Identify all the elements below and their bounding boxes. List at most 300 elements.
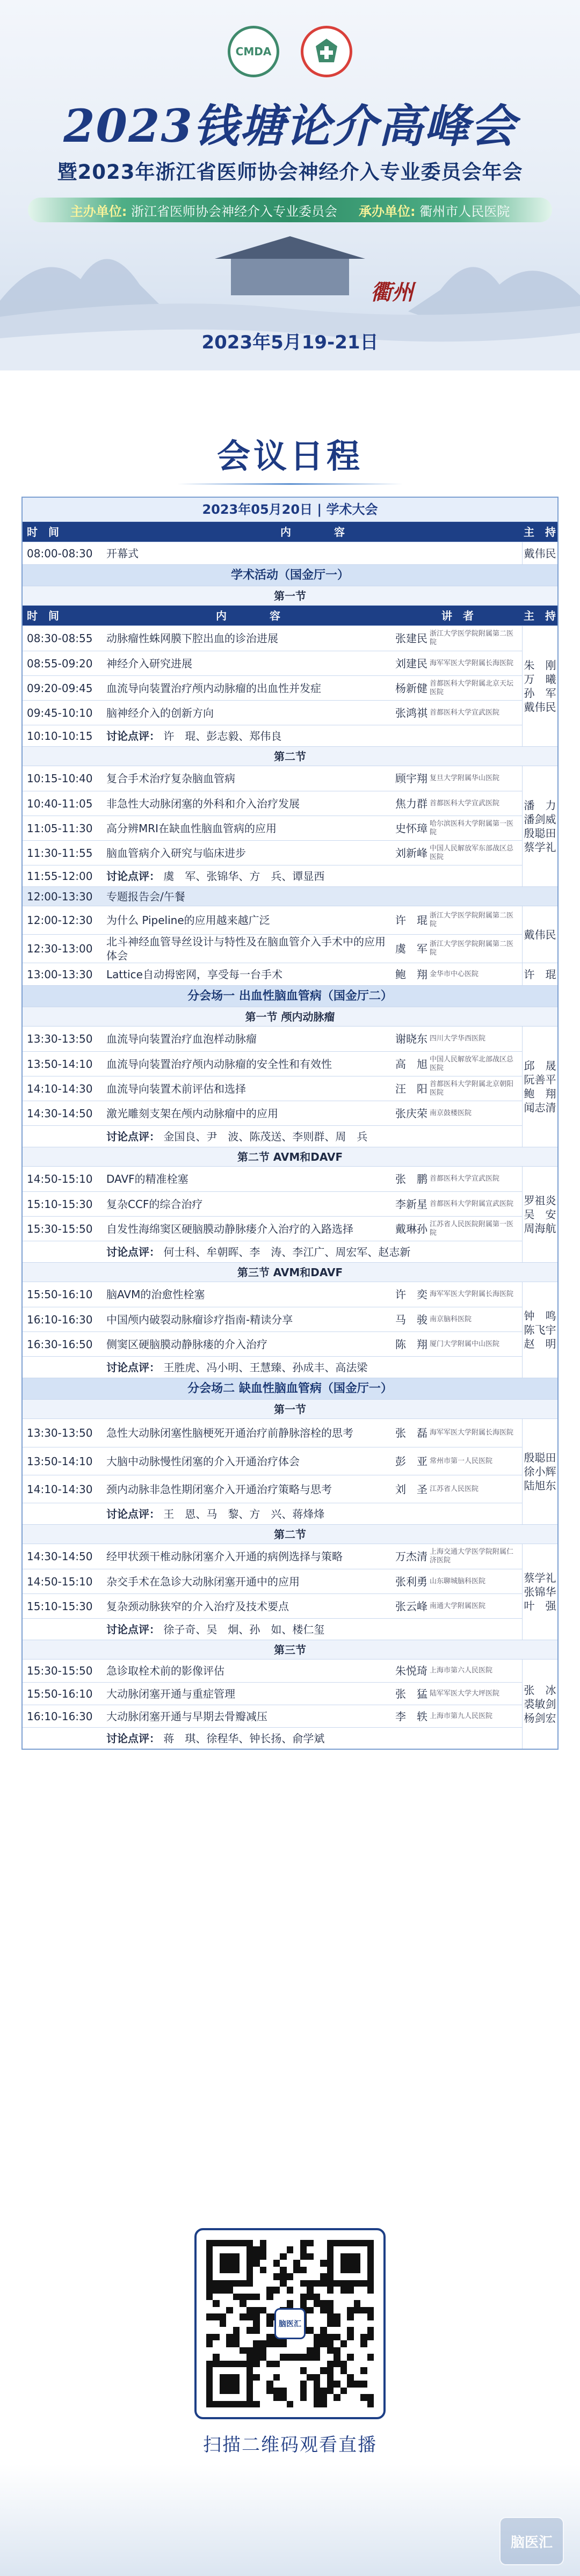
- speaker-name: 刘新峰: [395, 846, 427, 860]
- qr-module: [327, 2313, 334, 2320]
- qr-module: [220, 2313, 226, 2320]
- qr-module: [300, 2280, 307, 2287]
- qr-module: [340, 2267, 347, 2273]
- qr-module: [314, 2253, 320, 2260]
- qr-module: [307, 2367, 313, 2374]
- qr-module: [240, 2334, 246, 2340]
- table-row: [23, 1447, 522, 1475]
- qr-module: [360, 2294, 367, 2300]
- watermark-logo: 脑医汇: [499, 2517, 564, 2565]
- qr-module: [233, 2334, 240, 2340]
- qr-module: [280, 2394, 286, 2400]
- qr-module: [334, 2388, 340, 2394]
- qr-module: [354, 2320, 360, 2327]
- qr-module: [213, 2307, 219, 2313]
- qr-module: [340, 2388, 347, 2394]
- qr-module: [334, 2280, 340, 2287]
- qr-module: [220, 2367, 226, 2374]
- qr-module: [334, 2340, 340, 2347]
- qr-module: [354, 2280, 360, 2287]
- qr-module: [266, 2327, 273, 2333]
- qr-module: [340, 2354, 347, 2360]
- event-title-cursive: 2023钱塘论介高峰会: [63, 99, 517, 152]
- row-time: 08:00-08:30: [27, 547, 93, 560]
- qr-module: [354, 2294, 360, 2300]
- qr-module: [360, 2388, 367, 2394]
- qr-module: [327, 2388, 334, 2394]
- qr-module: [300, 2361, 307, 2367]
- speaker-institution: 上海市第九人民医院: [430, 1712, 493, 1720]
- qr-module: [220, 2267, 226, 2273]
- qr-module: [300, 2267, 307, 2273]
- qr-module: [226, 2401, 233, 2407]
- qr-module: [220, 2381, 226, 2387]
- row-topic: 非急性大动脉闭塞的外科和介入治疗发展: [106, 797, 300, 810]
- qr-module: [226, 2347, 233, 2354]
- qr-module: [220, 2260, 226, 2266]
- speaker-institution: 南通大学附属医院: [430, 1602, 486, 1610]
- qr-module: [247, 2327, 253, 2333]
- qr-module: [340, 2300, 347, 2306]
- table-row: [23, 700, 522, 725]
- qr-module: [287, 2280, 293, 2287]
- qr-module: [253, 2367, 259, 2374]
- qr-module: [347, 2273, 353, 2280]
- qr-module: [360, 2334, 367, 2340]
- qr-module: [266, 2334, 273, 2340]
- qr-module: [293, 2246, 300, 2253]
- table-row: [23, 1167, 522, 1191]
- qr-module: [327, 2267, 334, 2273]
- qr-module: [354, 2367, 360, 2374]
- qr-module: [327, 2334, 334, 2340]
- qr-module: [273, 2267, 280, 2273]
- qr-module: [367, 2340, 374, 2347]
- row-topic: 神经介入研究进展: [106, 657, 192, 670]
- qr-module: [307, 2307, 313, 2313]
- qr-module: [340, 2367, 347, 2374]
- qr-module: [247, 2240, 253, 2246]
- row-time: 11:05-11:30: [27, 821, 93, 835]
- qr-module: [233, 2367, 240, 2374]
- qr-module: [327, 2246, 334, 2253]
- speaker-institution: 常州市第一人民医院: [430, 1457, 493, 1465]
- qr-module: [347, 2388, 353, 2394]
- qr-module: [233, 2354, 240, 2360]
- qr-module: [293, 2374, 300, 2381]
- speaker-name: 张 猛: [395, 1687, 427, 1700]
- speaker-institution: 江苏省人民医院附属第一医院: [430, 1220, 514, 1237]
- qr-module: [247, 2307, 253, 2313]
- qr-module: [280, 2367, 286, 2374]
- qr-module: [293, 2361, 300, 2367]
- qr-module: [287, 2361, 293, 2367]
- row-time: 10:40-11:05: [27, 797, 93, 810]
- speaker-name: 许 琨: [395, 914, 427, 927]
- row-time: 15:30-15:50: [27, 1664, 93, 1677]
- qr-module: [320, 2287, 327, 2293]
- qr-module: [220, 2388, 226, 2394]
- qr-module: [206, 2267, 213, 2273]
- row-topic: 复杂CCF的综合治疗: [106, 1197, 203, 1211]
- discussion-row: [23, 725, 522, 746]
- qr-module: [320, 2394, 327, 2400]
- table-row: [23, 906, 522, 934]
- session-hosts: 张 冰 裘敏剑 杨剑宏: [522, 1660, 557, 1749]
- qr-module: [220, 2401, 226, 2407]
- speaker-name: 高 旭: [395, 1057, 427, 1071]
- session-title: 第一节: [23, 1399, 557, 1418]
- qr-module: [314, 2334, 320, 2340]
- day-header: 2023年05月20日 | 学术大会: [23, 498, 557, 521]
- qr-module: [253, 2280, 259, 2287]
- discussion-names: 讨论点评： 王 恩、马 黎、方 兴、蒋烽烽: [106, 1507, 325, 1520]
- qr-module: [360, 2354, 367, 2360]
- qr-module: [367, 2388, 374, 2394]
- speaker-institution: 浙江大学医学院附属第二医院: [430, 912, 514, 928]
- qr-center-logo: 脑医汇: [274, 2308, 306, 2339]
- col-topic: 内 容: [280, 525, 345, 539]
- qr-module: [314, 2381, 320, 2387]
- row-time: 14:10-14:30: [27, 1082, 93, 1095]
- session-group: [23, 1659, 557, 1749]
- qr-module: [367, 2267, 374, 2273]
- qr-module: [347, 2361, 353, 2367]
- qr-module: [320, 2334, 327, 2340]
- row-topic: 急诊取栓术前的影像评估: [106, 1664, 224, 1677]
- row-time: 15:30-15:50: [27, 1222, 93, 1235]
- qr-module: [367, 2273, 374, 2280]
- qr-module: [220, 2320, 226, 2327]
- qr-module: [260, 2320, 266, 2327]
- qr-module: [334, 2287, 340, 2293]
- table-row: [23, 1682, 522, 1705]
- qr-module: [266, 2347, 273, 2354]
- qr-module: [247, 2253, 253, 2260]
- row-topic: 杂交手术在急诊大动脉闭塞开通中的应用: [106, 1575, 300, 1588]
- qr-module: [280, 2260, 286, 2266]
- qr-module: [354, 2313, 360, 2320]
- table-row: [23, 1660, 522, 1682]
- table-row: [23, 1544, 522, 1569]
- qr-module: [320, 2273, 327, 2280]
- speaker-name: 虞 军: [395, 942, 427, 955]
- qr-module: [300, 2294, 307, 2300]
- qr-module: [260, 2401, 266, 2407]
- row-topic: 血流导向装置术前评估和选择: [106, 1082, 246, 1095]
- row-time: 10:15-10:40: [27, 772, 93, 785]
- qr-module: [314, 2294, 320, 2300]
- qr-module: [266, 2273, 273, 2280]
- qr-module: [367, 2394, 374, 2400]
- speaker-name: 顾宇翔: [395, 772, 427, 785]
- qr-module: [273, 2273, 280, 2280]
- qr-module: [260, 2394, 266, 2400]
- qr-module: [280, 2361, 286, 2367]
- qr-module: [360, 2300, 367, 2306]
- qr-module: [347, 2313, 353, 2320]
- row-topic: 动脉瘤性蛛网膜下腔出血的诊治进展: [106, 632, 278, 645]
- qr-module: [360, 2287, 367, 2293]
- qr-module: [206, 2381, 213, 2387]
- qr-module: [260, 2280, 266, 2287]
- qr-module: [327, 2280, 334, 2287]
- session-hosts: 蔡学礼 张锦华 叶 强: [522, 1544, 557, 1640]
- qr-module: [273, 2287, 280, 2293]
- row-speaker: [393, 1307, 522, 1331]
- speaker-institution: 浙江大学医学院附属第二医院: [430, 630, 514, 646]
- table-row: [23, 1593, 522, 1618]
- qr-module: [287, 2300, 293, 2306]
- qr-module: [220, 2361, 226, 2367]
- qr-module: [233, 2253, 240, 2260]
- qr-module: [266, 2313, 273, 2320]
- qr-module: [233, 2240, 240, 2246]
- qr-module: [226, 2388, 233, 2394]
- qr-module: [334, 2401, 340, 2407]
- speaker-institution: 浙江大学医学院附属第二医院: [430, 940, 514, 957]
- qr-module: [347, 2300, 353, 2306]
- table-row: [23, 816, 522, 840]
- table-row: [23, 766, 522, 791]
- qr-module: [287, 2287, 293, 2293]
- qr-module: [354, 2307, 360, 2313]
- qr-module: [266, 2280, 273, 2287]
- qr-module: [360, 2320, 367, 2327]
- qr-module: [253, 2294, 259, 2300]
- noon-row: [23, 886, 557, 906]
- qr-module: [280, 2253, 286, 2260]
- row-speaker: [393, 1447, 522, 1475]
- session-title: 第二节 AVM和DAVF: [23, 1147, 557, 1166]
- qr-module: [206, 2294, 213, 2300]
- qr-module: [240, 2374, 246, 2381]
- qr-module: [226, 2327, 233, 2333]
- qr-module: [367, 2294, 374, 2300]
- speaker-institution: 南京脑科医院: [430, 1315, 472, 1323]
- qr-module: [247, 2246, 253, 2253]
- qr-module: [320, 2367, 327, 2374]
- row-time: 11:55-12:00: [27, 869, 93, 883]
- row-topic: 大动脉闭塞开通与重症管理: [106, 1687, 235, 1700]
- qr-module: [266, 2253, 273, 2260]
- row-topic: Lattice自动拇密网，享受每一台手术: [106, 967, 282, 981]
- row-time: 15:10-15:30: [27, 1197, 93, 1211]
- qr-module: [307, 2340, 313, 2347]
- qr-module: [293, 2300, 300, 2306]
- qr-module: [367, 2253, 374, 2260]
- row-speaker: [393, 1660, 522, 1682]
- qr-module: [233, 2294, 240, 2300]
- speaker-name: 张鸿祺: [395, 706, 427, 719]
- qr-module: [307, 2253, 313, 2260]
- row-topic: 为什么 Pipeline的应用越来越广泛: [106, 914, 270, 927]
- qr-module: [226, 2394, 233, 2400]
- qr-module: [266, 2240, 273, 2246]
- qr-module: [266, 2260, 273, 2266]
- qr-module: [360, 2246, 367, 2253]
- qr-module: [327, 2273, 334, 2280]
- qr-module: [327, 2294, 334, 2300]
- qr-module: [226, 2307, 233, 2313]
- row-speaker: [393, 1282, 522, 1307]
- row-time: 08:55-09:20: [27, 657, 93, 670]
- qr-module: [247, 2320, 253, 2327]
- speaker-institution: 四川大学华西医院: [430, 1035, 486, 1043]
- qr-module: [334, 2294, 340, 2300]
- qr-module: [226, 2361, 233, 2367]
- qr-module: [260, 2381, 266, 2387]
- qr-module: [206, 2253, 213, 2260]
- qr-module: [253, 2287, 259, 2293]
- hero-banner: [0, 0, 580, 370]
- row-topic: DAVF的精准栓塞: [106, 1173, 189, 1185]
- qr-module: [233, 2388, 240, 2394]
- row-time: 13:30-13:50: [27, 1427, 93, 1439]
- qr-module: [354, 2287, 360, 2293]
- qr-module: [226, 2320, 233, 2327]
- qr-module: [354, 2334, 360, 2340]
- qr-module: [260, 2240, 266, 2246]
- qr-module: [293, 2347, 300, 2354]
- qr-module: [327, 2381, 334, 2387]
- row-speaker: [393, 1705, 522, 1727]
- qr-module: [367, 2240, 374, 2246]
- row-time: 14:10-14:30: [27, 1482, 93, 1496]
- qr-module: [253, 2246, 259, 2253]
- qr-module: [213, 2327, 219, 2333]
- session-group: [23, 1282, 557, 1378]
- qr-module: [273, 2374, 280, 2381]
- qr-module: [334, 2313, 340, 2320]
- qr-module: [226, 2267, 233, 2273]
- qr-module: [233, 2320, 240, 2327]
- section-title: 学术活动（国金厅一）: [23, 564, 557, 586]
- qr-module: [340, 2240, 347, 2246]
- qr-module: [253, 2267, 259, 2273]
- qr-module: [280, 2354, 286, 2360]
- qr-module: [266, 2320, 273, 2327]
- qr-module: [220, 2273, 226, 2280]
- qr-module: [213, 2260, 219, 2266]
- discussion-names: 讨论点评： 许 琨、彭志毅、郑伟良: [106, 729, 282, 743]
- speaker-institution: 江苏省人民医院: [430, 1485, 479, 1493]
- qr-module: [226, 2246, 233, 2253]
- qr-module: [354, 2246, 360, 2253]
- qr-module: [287, 2260, 293, 2266]
- qr-module: [347, 2347, 353, 2354]
- row-speaker: [393, 1052, 522, 1076]
- qr-module: [273, 2347, 280, 2354]
- qr-module: [360, 2394, 367, 2400]
- row-time: [23, 1126, 103, 1147]
- table-row: [23, 1705, 522, 1727]
- qr-module: [307, 2260, 313, 2266]
- speaker-name: 戴琳孙: [395, 1222, 427, 1235]
- row-speaker: [393, 841, 522, 865]
- qr-module: [206, 2327, 213, 2333]
- qr-module: [327, 2300, 334, 2306]
- row-speaker: [393, 1027, 522, 1051]
- qr-module: [367, 2361, 374, 2367]
- qr-module: [220, 2394, 226, 2400]
- qr-module: [347, 2367, 353, 2374]
- qr-module: [240, 2401, 246, 2407]
- row-speaker: [393, 816, 522, 840]
- qr-module: [213, 2347, 219, 2354]
- qr-module: [327, 2340, 334, 2347]
- speaker-institution: 山东聊城脑科医院: [430, 1577, 486, 1585]
- session-hosts: 邱 晟 阮善平 鲍 翔 闻志清: [522, 1027, 557, 1147]
- row-time: 14:50-15:10: [27, 1173, 93, 1185]
- qr-module: [340, 2381, 347, 2387]
- speaker-institution: 首都医科大学附属北京天坛医院: [430, 679, 514, 696]
- qr-module: [300, 2394, 307, 2400]
- table-row: [23, 840, 522, 865]
- row-speaker: [393, 1076, 522, 1101]
- row-topic: 血流导向装置治疗血泡样动脉瘤: [106, 1032, 257, 1045]
- qr-module: [260, 2273, 266, 2280]
- qr-module: [307, 2327, 313, 2333]
- qr-module: [247, 2313, 253, 2320]
- qr-module: [347, 2401, 353, 2407]
- qr-module: [266, 2394, 273, 2400]
- qr-module: [340, 2401, 347, 2407]
- row-topic: 大动脉闭塞开通与早期去骨瓣减压: [106, 1709, 267, 1723]
- table-row: [23, 1419, 522, 1447]
- qr-module: [300, 2246, 307, 2253]
- qr-module: [213, 2253, 219, 2260]
- col-speaker: 讲 者: [441, 609, 474, 622]
- qr-module: [206, 2340, 213, 2347]
- row-topic: 脑神经介入的创新方向: [106, 706, 214, 719]
- speaker-institution: 首都医科大学附属宣武医院: [430, 1199, 514, 1208]
- qr-module: [334, 2260, 340, 2266]
- qr-module: [354, 2374, 360, 2381]
- qr-module: [220, 2300, 226, 2306]
- qr-module: [273, 2354, 280, 2360]
- qr-module: [260, 2307, 266, 2313]
- column-header: [23, 605, 557, 625]
- col-host: 主 持: [524, 609, 556, 622]
- qr-module: [320, 2267, 327, 2273]
- lattice-row: [23, 963, 557, 985]
- qr-module: [314, 2246, 320, 2253]
- qr-module: [320, 2300, 327, 2306]
- qr-module: [266, 2388, 273, 2394]
- qr-module: [233, 2361, 240, 2367]
- qr-module: [233, 2327, 240, 2333]
- qr-module: [360, 2313, 367, 2320]
- qr-module: [206, 2367, 213, 2374]
- qr-code[interactable]: [194, 2228, 386, 2419]
- speaker-name: 汪 阳: [395, 1082, 427, 1095]
- title-divider: [177, 483, 403, 485]
- qr-module: [347, 2340, 353, 2347]
- qr-module: [206, 2240, 213, 2246]
- qr-module: [360, 2381, 367, 2387]
- qr-module: [240, 2307, 246, 2313]
- row-time: 14:50-15:10: [27, 1575, 93, 1588]
- qr-module: [206, 2334, 213, 2340]
- qr-module: [354, 2381, 360, 2387]
- qr-module: [226, 2273, 233, 2280]
- speaker-name: 许 奕: [395, 1288, 427, 1301]
- qr-module: [240, 2340, 246, 2347]
- qr-module: [240, 2394, 246, 2400]
- qr-module: [307, 2354, 313, 2360]
- qr-module: [247, 2388, 253, 2394]
